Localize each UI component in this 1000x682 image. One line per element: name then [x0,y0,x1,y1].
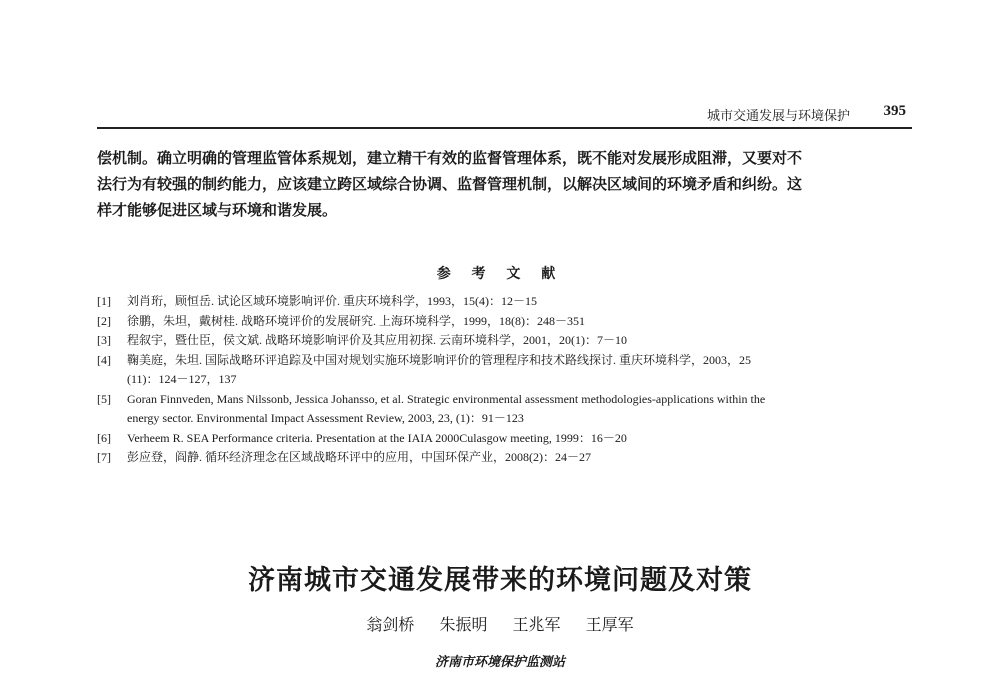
author-name: 朱振明 [439,615,488,634]
author-name: 王厚军 [585,615,634,634]
body-line: 偿机制。确立明确的管理监管体系规划，建立精干有效的监督管理体系，既不能对发展形成阻滞，又要对不 [97,149,803,167]
page-number: 395 [883,103,906,119]
reference-number: [7] [97,450,111,464]
author-name: 王兆军 [512,615,561,634]
reference-text: 彭应登，阎静. 循环经济理念在区域战略环评中的应用，中国环保产业，2008(2)：24－27 [127,450,591,464]
reference-item [97,351,912,371]
reference-item [97,448,912,468]
author-name: 翁剑桥 [366,615,415,634]
reference-number: [3] [97,333,111,347]
reference-number: [4] [97,352,111,367]
running-title: 城市交通发展与环境保护 [706,109,850,124]
reference-text: Goran Finnveden, Mans Nilssonb, Jessica Johansso, et al. Strategic environmental assessment methodologies-applications within the [127,391,766,406]
reference-number: [6] [97,430,111,445]
body-paragraph [97,145,912,223]
body-line: 法行为有较强的制约能力，应该建立跨区域综合协调、监督管理机制，以解决区域间的环境矛盾和纠纷。这 [97,175,803,193]
reference-number: [1] [97,294,111,308]
references-heading: 参 考 文 献 [436,266,564,282]
reference-item [97,429,912,449]
article-title: 济南城市交通发展带来的环境问题及对策 [248,565,752,596]
reference-continuation: energy sector. Environmental Impact Assessment Review, 2003, 23, (1)：91－123 [127,411,524,425]
reference-number: [2] [97,313,111,328]
body-line: 样才能够促进区域与环境和谐发展。 [97,201,338,219]
reference-continuation: (11)：124－127，137 [127,372,237,386]
reference-text: 刘肖珩，顾恒岳. 试论区域环境影响评价. 重庆环境科学，1993，15(4)：12－15 [127,294,537,308]
reference-text: 徐鹏，朱坦，戴树桂. 战略环境评价的发展研究. 上海环境科学，1999，18(8)：248－351 [127,313,585,328]
reference-text: 鞠美庭，朱坦. 国际战略环评追踪及中国对规划实施环境影响评价的管理程序和技术路线探讨. 重庆环境科学，2003，25 [127,352,752,367]
reference-item [97,312,912,332]
reference-item [97,292,912,312]
reference-item [97,390,912,410]
reference-text: Verheem R. SEA Performance criteria. Presentation at the IAIA 2000Culasgow meeting, 1999：16－20 [127,430,627,445]
header-divider [97,127,912,129]
reference-item [97,331,912,351]
reference-text: 程叙宇，暨仕臣，侯文斌. 战略环境影响评价及其应用初探. 云南环境科学，2001，20(1)：7－10 [127,333,627,347]
author-affiliation: 济南市环境保护监测站 [434,655,565,670]
reference-number: [5] [97,391,111,406]
references-list [97,292,912,468]
author-list [0,612,1000,635]
